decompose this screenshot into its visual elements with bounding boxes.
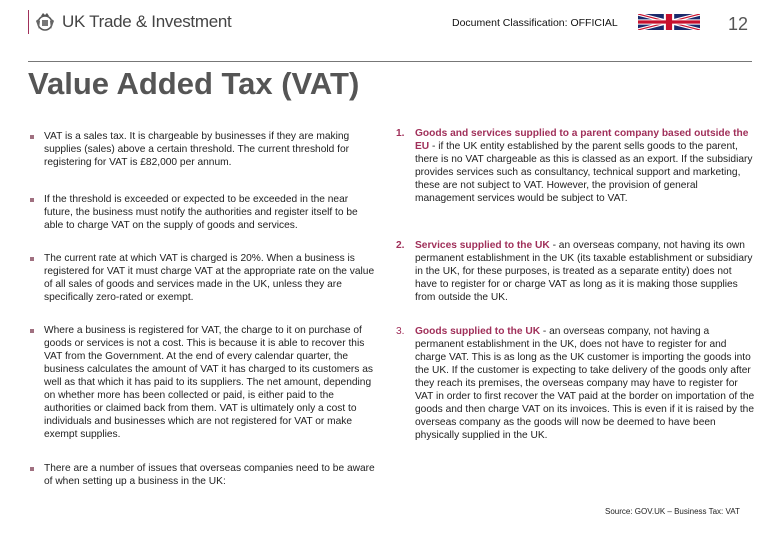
bullet-text: Where a business is registered for VAT, the charge to it on purchase of goods or services is not a cost. This is because it is able to recover this VAT from the Government. At the end of every calendar quarter, the business calculates the amount of VAT it has charged to its customers as well as that which it has paid to its suppliers. The net amount, depending on whether more has been collected or paid, is either paid to the authorities or claimed back from them. VAT is ultimately only a cost to individuals and businesses which are not registered for VAT or make exempt supplies. <box>44 325 373 440</box>
bullet-icon <box>30 467 34 471</box>
bullet-icon <box>30 135 34 139</box>
item-heading: Goods supplied to the UK <box>415 326 541 337</box>
bullet-item <box>44 324 379 441</box>
bullet-item <box>44 193 379 232</box>
item-number: 1. <box>396 128 405 139</box>
page-title: Value Added Tax (VAT) <box>28 66 360 101</box>
item-heading: Goods and services supplied to a parent company based outside the EU <box>415 128 749 152</box>
logo-divider <box>28 10 29 34</box>
bullet-text: The current rate at which VAT is charged is 20%. When a business is registered for VAT it must charge VAT at the appropriate rate on the value of all sales of goods and services made in the UK, unless they are specifically zero-rated or exempt. <box>44 253 375 303</box>
bullet-icon <box>30 257 34 261</box>
numbered-item <box>396 325 755 442</box>
bullet-text: There are a number of issues that overseas companies need to be aware of when setting up a business in the UK: <box>44 463 375 487</box>
bullet-item <box>44 462 379 488</box>
document-classification: Document Classification: OFFICIAL <box>452 17 618 29</box>
header-divider <box>28 61 752 62</box>
union-flag-icon <box>638 14 700 30</box>
bullet-text: If the threshold is exceeded or expected to be exceeded in the near future, the business must notify the authorities and register itself to be able to charge VAT on the supply of goods and services. <box>44 194 358 231</box>
bullet-item <box>44 252 379 304</box>
numbered-item <box>396 127 755 205</box>
item-body: - an overseas company, not having a permanent establishment in the UK, does not have to register for and charge VAT. This is as long as the UK customer is importing the goods into the UK. If the customer is expecting to take delivery of the goods only after they reach its premises, the overseas company may have to register for VAT in order to first recover the VAT paid at the border on importation of the goods and then charge VAT on its invoices. This is even if it is raised by the overseas company as the goods will now be deemed to have been physically supplied in the UK. <box>415 326 755 441</box>
page-number: 12 <box>728 14 749 34</box>
bullet-item <box>44 130 379 169</box>
bullet-text: VAT is a sales tax. It is chargeable by businesses if they are making supplies (sales) above a certain threshold. The current threshold for registering for VAT is £82,000 per annum. <box>44 131 350 168</box>
item-number: 3. <box>396 326 405 337</box>
item-body: - if the UK entity established by the parent sells goods to the parent, there is no VAT chargeable as this is classed as an export. If the subsidiary provides services such as consultancy, technical support and marketing, these are not subject to VAT. However, the provision of general management services would be subject to VAT. <box>415 141 753 204</box>
bullet-icon <box>30 329 34 333</box>
source-note: Source: GOV.UK – Business Tax: VAT <box>605 507 740 516</box>
bullet-icon <box>30 198 34 202</box>
item-body: - an overseas company, not having its own permanent establishment in the UK (its taxable establishment or subsidiary in the UK, for these purposes, is treated as a separate entity) does not have to register for or charge VAT as long as it is making those supplies from outside the UK. <box>415 240 753 303</box>
royal-crest-icon <box>34 11 56 33</box>
numbered-item <box>396 239 755 304</box>
item-number: 2. <box>396 240 405 251</box>
item-heading: Services supplied to the UK <box>415 240 550 251</box>
logo-text: UK Trade & Investment <box>62 12 232 31</box>
